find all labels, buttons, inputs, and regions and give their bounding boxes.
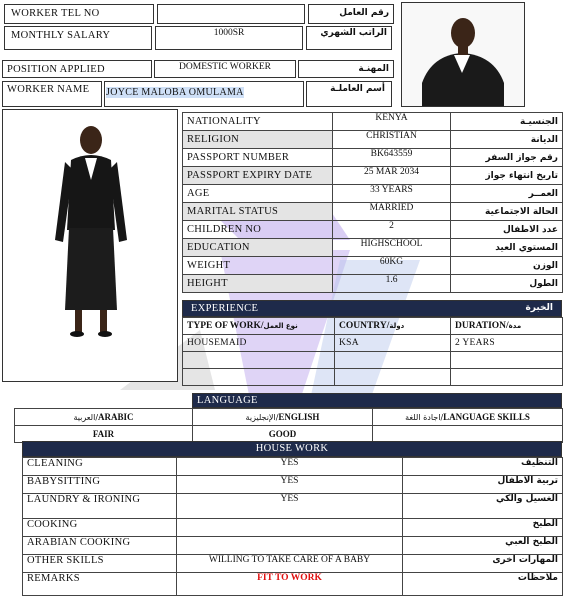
worker-name-label: WORKER NAME [2, 81, 102, 107]
house-work-header: HOUSE WORK [22, 441, 562, 457]
house-work-label-ar: التنظيف [403, 458, 563, 476]
house-work-label: REMARKS [23, 573, 177, 596]
house-work-row [23, 555, 563, 573]
details-label-ar: الحالة الاجتماعية [451, 203, 563, 221]
house-work-label: CLEANING [23, 458, 177, 476]
details-row [183, 275, 563, 293]
details-value: MARRIED [333, 203, 451, 221]
details-value: 33 YEARS [333, 185, 451, 203]
details-value: 25 MAR 2034 [333, 167, 451, 185]
lang-english-level: GOOD [193, 426, 373, 443]
house-work-label: ARABIAN COOKING [23, 537, 177, 555]
salary-value: 1000SR [155, 26, 303, 50]
details-label-ar: العمــر [451, 185, 563, 203]
language-table [14, 408, 563, 443]
house-work-label-ar: المهارات اخرى [403, 555, 563, 573]
house-work-value: YES [177, 494, 403, 519]
details-row [183, 113, 563, 131]
lang-arabic-level: FAIR [15, 426, 193, 443]
salary-label-ar: الراتب الشهري [306, 26, 392, 50]
details-label-ar: تاريخ انتهاء جواز [451, 167, 563, 185]
house-work-value: WILLING TO TAKE CARE OF A BABY [177, 555, 403, 573]
details-label: RELIGION [183, 131, 333, 149]
details-label: WEIGHT [183, 257, 333, 275]
exp-row-country: KSA [335, 335, 451, 352]
house-work-row [23, 573, 563, 596]
tel-value [157, 4, 305, 24]
details-label-ar: المستوي العيد [451, 239, 563, 257]
exp-col-type: TYPE OF WORK/نوع العمل [183, 318, 335, 335]
details-label: PASSPORT NUMBER [183, 149, 333, 167]
position-label: POSITION APPLIED [2, 60, 152, 78]
house-work-row [23, 537, 563, 555]
details-label: AGE [183, 185, 333, 203]
worker-portrait-small [401, 2, 525, 107]
position-value: DOMESTIC WORKER [154, 60, 296, 78]
house-work-table [22, 457, 563, 596]
experience-table [182, 317, 563, 386]
details-label-ar: الديانة [451, 131, 563, 149]
house-work-value: YES [177, 458, 403, 476]
details-value: 60KG [333, 257, 451, 275]
house-work-row [23, 476, 563, 494]
house-work-label-ar: ملاحظات [403, 573, 563, 596]
details-value: 2 [333, 221, 451, 239]
tel-label-ar: رقم العامل [308, 4, 394, 24]
details-row [183, 203, 563, 221]
house-work-label: COOKING [23, 519, 177, 537]
house-work-value: FIT TO WORK [177, 573, 403, 596]
details-row [183, 239, 563, 257]
exp-col-duration: DURATION/مدة [451, 318, 563, 335]
house-work-label-ar: الطبخ العبي [403, 537, 563, 555]
salary-label: MONTHLY SALARY [4, 26, 152, 50]
worker-portrait-full [2, 109, 178, 382]
details-value: 1.6 [333, 275, 451, 293]
experience-header: EXPERIENCE الخبرة [182, 300, 562, 317]
lang-arabic-label: العربية/ARABIC [15, 409, 193, 426]
position-label-ar: المهنـة [298, 60, 394, 78]
details-label-ar: عدد الاطفال [451, 221, 563, 239]
details-row [183, 167, 563, 185]
details-value: CHRISTIAN [333, 131, 451, 149]
house-work-label: LAUNDRY & IRONING [23, 494, 177, 519]
details-label-ar: الوزن [451, 257, 563, 275]
house-work-row [23, 458, 563, 476]
details-label: HEIGHT [183, 275, 333, 293]
details-label: EDUCATION [183, 239, 333, 257]
details-row [183, 185, 563, 203]
details-label: PASSPORT EXPIRY DATE [183, 167, 333, 185]
details-row [183, 257, 563, 275]
details-value: KENYA [333, 113, 451, 131]
house-work-row [23, 494, 563, 519]
details-label: MARITAL STATUS [183, 203, 333, 221]
house-work-row [23, 519, 563, 537]
details-label: NATIONALITY [183, 113, 333, 131]
house-work-label-ar: الطبخ [403, 519, 563, 537]
house-work-label-ar: تربية الاطفال [403, 476, 563, 494]
details-label: CHILDREN NO [183, 221, 333, 239]
tel-label: WORKER TEL NO [4, 4, 154, 24]
details-value: BK643559 [333, 149, 451, 167]
details-row [183, 221, 563, 239]
house-work-value [177, 519, 403, 537]
exp-row-duration: 2 YEARS [451, 335, 563, 352]
exp-col-country: COUNTRY/دولة [335, 318, 451, 335]
details-label-ar: رقم جواز السفر [451, 149, 563, 167]
house-work-value: YES [177, 476, 403, 494]
worker-name-label-ar: أسم العاملـة [306, 81, 392, 107]
house-work-label-ar: الغسيل والكي [403, 494, 563, 519]
house-work-value [177, 537, 403, 555]
details-row [183, 131, 563, 149]
house-work-label: BABYSITTING [23, 476, 177, 494]
house-work-label: OTHER SKILLS [23, 555, 177, 573]
details-row [183, 149, 563, 167]
language-header: LANGUAGE [192, 393, 562, 408]
exp-row-type: HOUSEMAID [183, 335, 335, 352]
lang-skills-label: اجادة اللغة/LANGUAGE SKILLS [373, 409, 563, 426]
lang-english-label: الإنجليزية/ENGLISH [193, 409, 373, 426]
details-value: HIGHSCHOOL [333, 239, 451, 257]
worker-name-value: JOYCE MALOBA OMULAMA [104, 81, 304, 107]
details-label-ar: الجنسيـة [451, 113, 563, 131]
details-label-ar: الطول [451, 275, 563, 293]
